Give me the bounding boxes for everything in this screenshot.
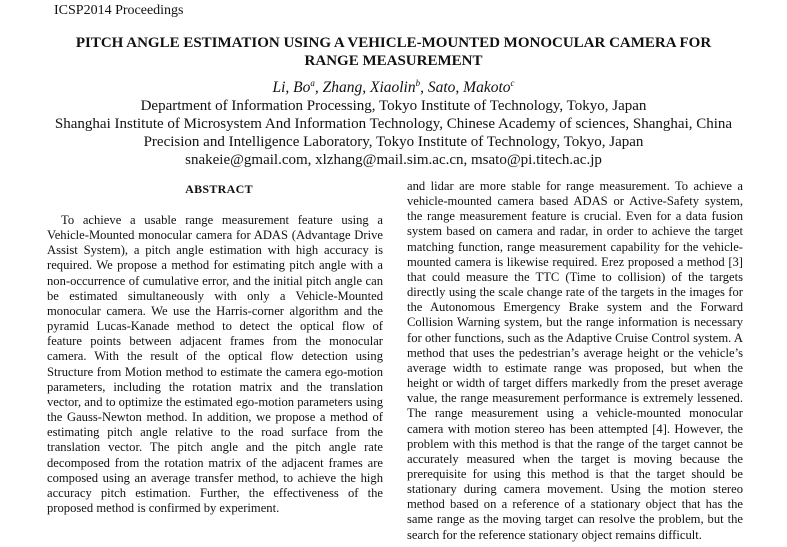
paper-title <box>0 34 787 70</box>
author-superscript: a <box>310 78 315 88</box>
email-line: snakeie@gmail.com, xlzhang@mail.sim.ac.cn, msato@pi.titech.ac.jp <box>185 152 602 168</box>
author-separator: , <box>314 79 323 96</box>
author-name: Li, Bo <box>272 79 311 96</box>
affiliation-line: Shanghai Institute of Microsystem And Information Technology, Chinese Academy of sciences, Shanghai, China <box>54 116 733 132</box>
right-column-body: and lidar are more stable for range measurement. To achieve a vehicle-mounted camera based ADAS or Active-Safety system, the range measurement feature is crucial. Even for a data fusion system based on camera and radar, in order to achieve the target matching function, range measurement capability for the vehicle-mounted camera is likewise required. Erez proposed a method [3] that could measure the TTC (Time to collision) of the targets directly using the scale change rate of the targets in the images for the Autonomous Emergency Brake system and the Forward Collision Warning system, but the range information is necessary for other functions, such as the Adaptive Cruise Control system. A method that uses the pedestrian’s average height or the vehicle’s average width to estimate range was proposed, but when the height or width of target differs markedly from the preset average value, the range measurement performance is extremely lessened. The range measurement using a vehicle-mounted monocular camera with motion stereo has been attempted [4]. However, the problem with this method is that the range of the target cannot be accurately measured when the target is moving because the prerequisite for using this method is that the target should be stationary during camera movement. Using the motion stereo method based on a reference of a stationary object that has the same range as the moving target can resolve the problem, but the search for the reference stationary object remains difficult. <box>407 179 743 542</box>
author-superscript: c <box>510 78 515 88</box>
abstract-heading: ABSTRACT <box>185 182 253 196</box>
title-line-2: RANGE MEASUREMENT <box>304 53 483 69</box>
author-superscript: b <box>415 78 421 88</box>
author-name: Sato, Makoto <box>427 79 511 96</box>
title-line-1: PITCH ANGLE ESTIMATION USING A VEHICLE-MOUNTED MONOCULAR CAMERA FOR <box>75 35 712 51</box>
author-name: Zhang, Xiaolin <box>322 79 416 96</box>
author-list <box>0 78 787 97</box>
affiliation-line: Department of Information Processing, Tokyo Institute of Technology, Tokyo, Japan <box>140 98 647 114</box>
abstract-body: To achieve a usable range measurement feature using a Vehicle-Mounted monocular camera for ADAS (Advantage Drive Assist System), a pitch angle estimation with high accuracy is required. We propose a method for estimating pitch angle with a non-occurrence of cumulative error, and the initial pitch angle can be estimated simultaneously with only a Vehicle-Mounted monocular camera. We use the Harris-corner algorithm and the pyramid Lucas-Kanade method to detect the optical flow of feature points between adjacent frames from the monocular camera. With the result of the optical flow detection using Structure from Motion method to estimate the camera ego-motion parameters, including the rotation matrix and the translation vector, and to optimize the estimated ego-motion parameters using the Gauss-Newton method. In addition, we propose a method of estimating pitch angle relative to the road surface from the translation vector. The pitch angle and the pitch angle rate decomposed from the rotation matrix of the adjacent frames are composed using an average transfer method, to achieve the high accuracy pitch estimation. Further, the effectiveness of the proposed method is confirmed by experiment. <box>47 213 383 515</box>
author-separator: , <box>420 79 428 96</box>
proceedings-label: ICSP2014 Proceedings <box>54 3 184 18</box>
affiliation-line: Precision and Intelligence Laboratory, Tokyo Institute of Technology, Tokyo, Japan <box>143 134 644 150</box>
